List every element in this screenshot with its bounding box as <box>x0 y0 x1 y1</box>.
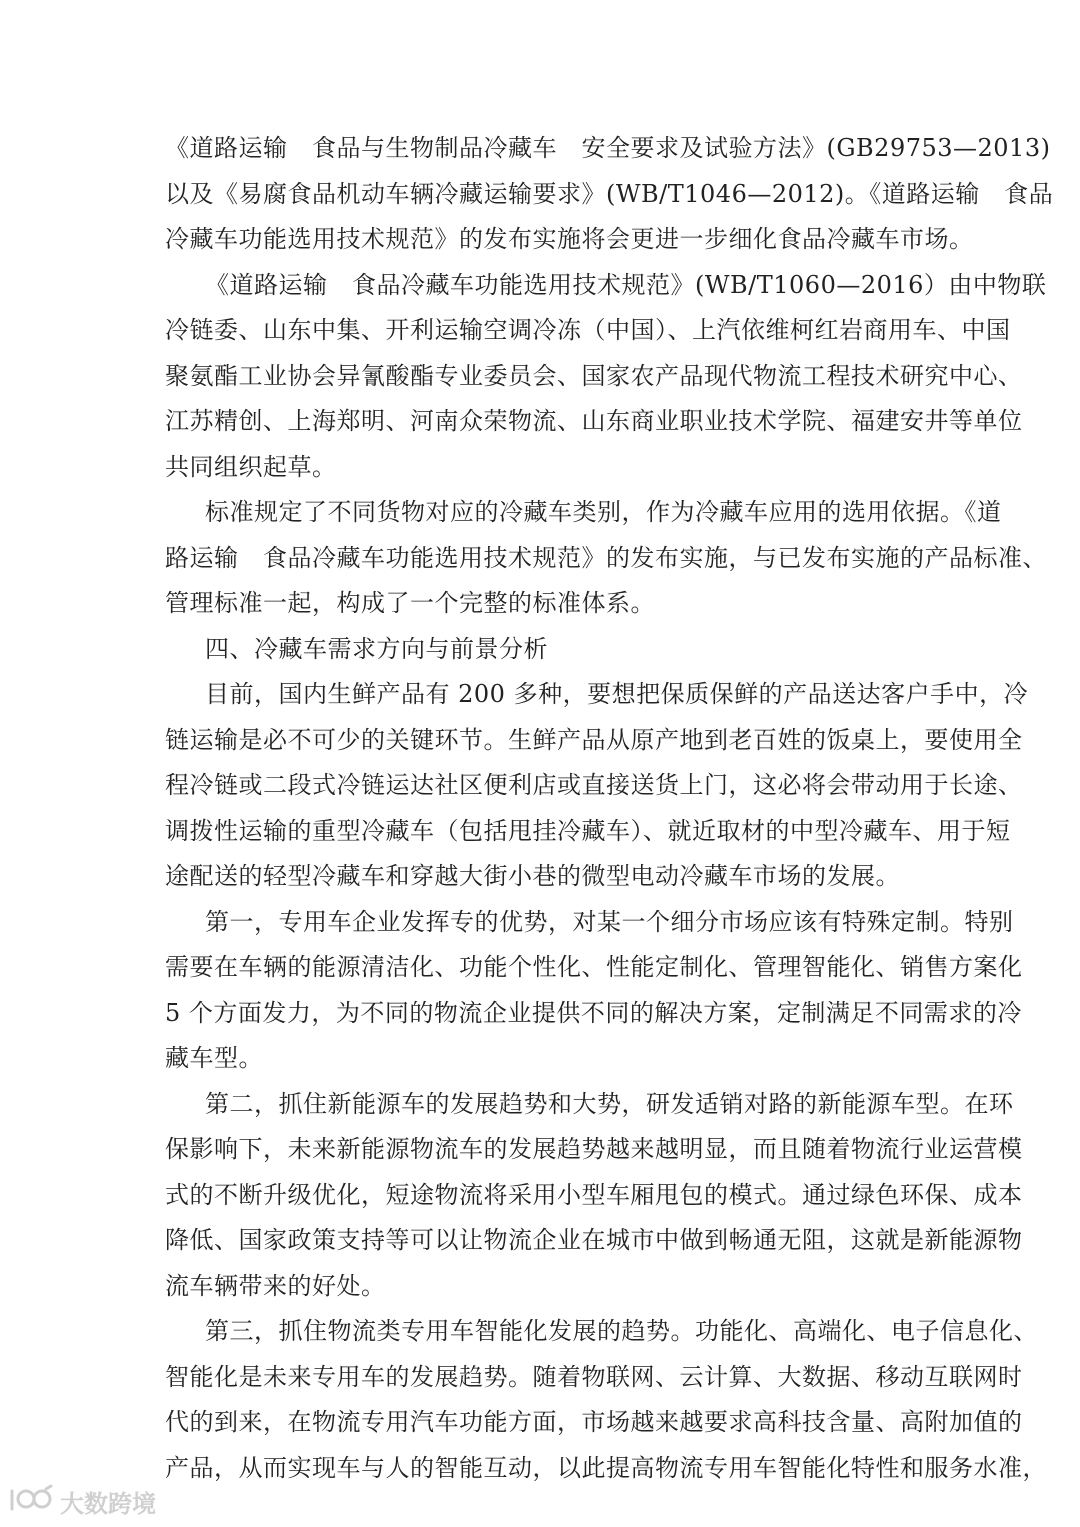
text-line: 管理标准一起，构成了一个完整的标准体系。 <box>165 589 655 617</box>
section-heading-text: 四、冷藏车需求方向与前景分析 <box>205 634 548 663</box>
text-line: 5 个方面发力，为不同的物流企业提供不同的解决方案，定制满足不同需求的冷 <box>165 998 1022 1027</box>
text-line: 产品，从而实现车与人的智能互动，以此提高物流专用车智能化特性和服务水准， <box>165 1453 1047 1482</box>
text-line: 冷链委、山东中集、开利运输空调冷冻（中国）、上汽依维柯红岩商用车、中国 <box>165 316 1011 344</box>
text-line: 聚氨酯工业协会异氰酸酯专业委员会、国家农产品现代物流工程技术研究中心、 <box>165 361 1023 390</box>
text-line: 程冷链或二段式冷链运达社区便利店或直接送货上门，这必将会带动用于长途、 <box>165 771 1023 799</box>
text-line: 路运输 食品冷藏车功能选用技术规范》的发布实施，与已发布实施的产品标准、 <box>165 543 1047 572</box>
text-line: 目前，国内生鲜产品有 200 多种，要想把保质保鲜的产品送达客户手中，冷 <box>205 680 1029 708</box>
text-line: 以及《易腐食品机动车辆冷藏运输要求》(WB/T1046—2012)。《道路运输 食品 <box>165 179 1054 208</box>
document-body <box>165 126 1054 1491</box>
text-line: 《道路运输 食品与生物制品冷藏车 安全要求及试验方法》(GB29753—2013) <box>165 134 1051 162</box>
paragraph-fresh-products <box>165 672 1029 900</box>
paragraph-drafting-units <box>165 263 1047 491</box>
paragraph-standards-list <box>165 126 1054 263</box>
text-line: 保影响下，未来新能源物流车的发展趋势越来越明显，而且随着物流行业运营模 <box>165 1135 1023 1163</box>
text-line: 《道路运输 食品冷藏车功能选用技术规范》(WB/T1060—2016）由中物联 <box>205 270 1047 299</box>
text-line: 降低、国家政策支持等可以让物流企业在城市中做到畅通无阻，这就是新能源物 <box>165 1226 1023 1254</box>
text-line: 流车辆带来的好处。 <box>165 1271 386 1300</box>
text-line: 调拨性运输的重型冷藏车（包括甩挂冷藏车）、就近取材的中型冷藏车、用于短 <box>165 816 1011 845</box>
text-line: 江苏精创、上海郑明、河南众荣物流、山东商业职业技术学院、福建安井等单位 <box>165 407 1023 435</box>
watermark <box>8 1483 156 1519</box>
text-line: 需要在车辆的能源清洁化、功能个性化、性能定制化、管理智能化、销售方案化 <box>165 953 1023 981</box>
text-line: 第三，抓住物流类专用车智能化发展的趋势。功能化、高端化、电子信息化、 <box>205 1317 1038 1345</box>
paragraph-third-point <box>165 1309 1047 1491</box>
text-line: 标准规定了不同货物对应的冷藏车类别，作为冷藏车应用的选用依据。《道 <box>205 498 1002 526</box>
text-line: 藏车型。 <box>165 1044 263 1072</box>
text-line: 智能化是未来专用车的发展趋势。随着物联网、云计算、大数据、移动互联网时 <box>165 1362 1023 1391</box>
paragraph-first-point <box>165 900 1023 1082</box>
text-line: 式的不断升级优化，短途物流将采用小型车厢甩包的模式。通过绿色环保、成本 <box>165 1180 1023 1209</box>
text-line: 共同组织起草。 <box>165 452 337 481</box>
watermark-text: 大数跨境 <box>60 1489 156 1518</box>
text-line: 途配送的轻型冷藏车和穿越大街小巷的微型电动冷藏车市场的发展。 <box>165 862 900 890</box>
paragraph-second-point <box>165 1082 1023 1310</box>
dashuju-logo-icon <box>8 1483 54 1519</box>
text-line: 第二，抓住新能源车的发展趋势和大势，研发适销对路的新能源车型。在环 <box>205 1089 1014 1118</box>
text-line: 第一，专用车企业发挥专的优势，对某一个细分市场应该有特殊定制。特别 <box>205 907 1014 936</box>
text-line: 代的到来，在物流专用汽车功能方面，市场越来越要求高科技含量、高附加值的 <box>165 1408 1023 1436</box>
section-heading <box>165 627 925 673</box>
text-line: 链运输是必不可少的关键环节。生鲜产品从原产地到老百姓的饭桌上，要使用全 <box>165 725 1023 754</box>
paragraph-standard-system <box>165 490 1047 627</box>
text-line: 冷藏车功能选用技术规范》的发布实施将会更进一步细化食品冷藏车市场。 <box>165 225 974 253</box>
